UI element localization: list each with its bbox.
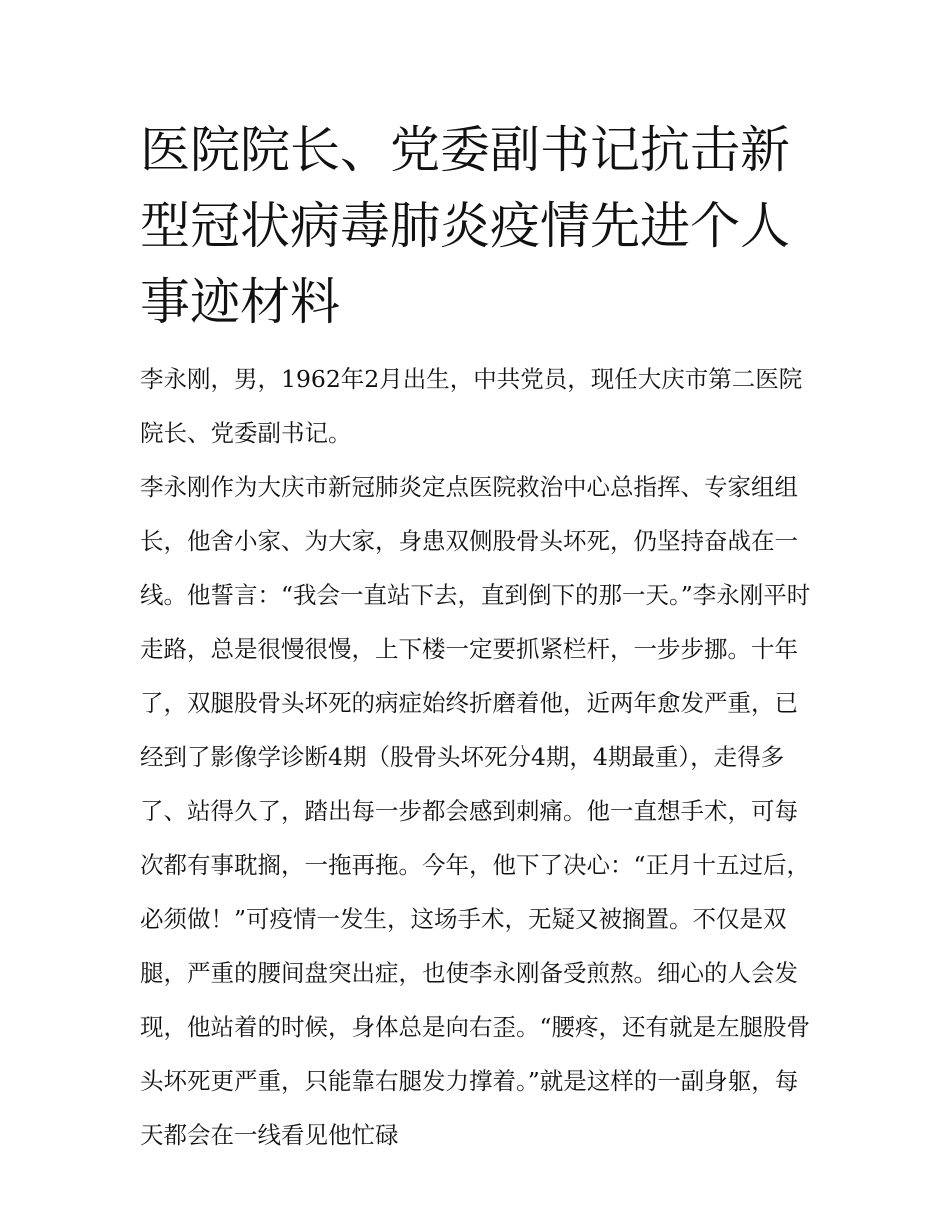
document-body — [140, 352, 812, 1162]
paragraph-deeds: 李永刚作为大庆市新冠肺炎定点医院救治中心总指挥、专家组组长，他舍小家、为大家，身患双侧股骨头坏死，仍坚持奋战在一线。他誓言：“我会一直站下去，直到倒下的那一天。”李永刚平时走路，总是很慢很慢，上下楼一定要抓紧栏杆，一步步挪。十年了，双腿股骨头坏死的病症始终折磨着他，近两年愈发严重，已经到了影像学诊断4期（股骨头坏死分4期，4期最重），走得多了、站得久了，踏出每一步都会感到刺痛。他一直想手术，可每次都有事耽搁，一拖再拖。今年，他下了决心：“正月十五过后，必须做！”可疫情一发生，这场手术，无疑又被搁置。不仅是双腿，严重的腰间盘突出症，也使李永刚备受煎熬。细心的人会发现，他站着的时候，身体总是向右歪。“腰疼，还有就是左腿股骨头坏死更严重，只能靠右腿发力撑着。”就是这样的一副身躯，每天都会在一线看见他忙碌 — [140, 473, 811, 1149]
paragraph-intro: 李永刚，男，1962年2月出生，中共党员，现任大庆市第二医院院长、党委副书记。 — [140, 365, 803, 447]
document-title: 医院院长、党委副书记抗击新型冠状病毒肺炎疫情先进个人事迹材料 — [140, 121, 790, 331]
